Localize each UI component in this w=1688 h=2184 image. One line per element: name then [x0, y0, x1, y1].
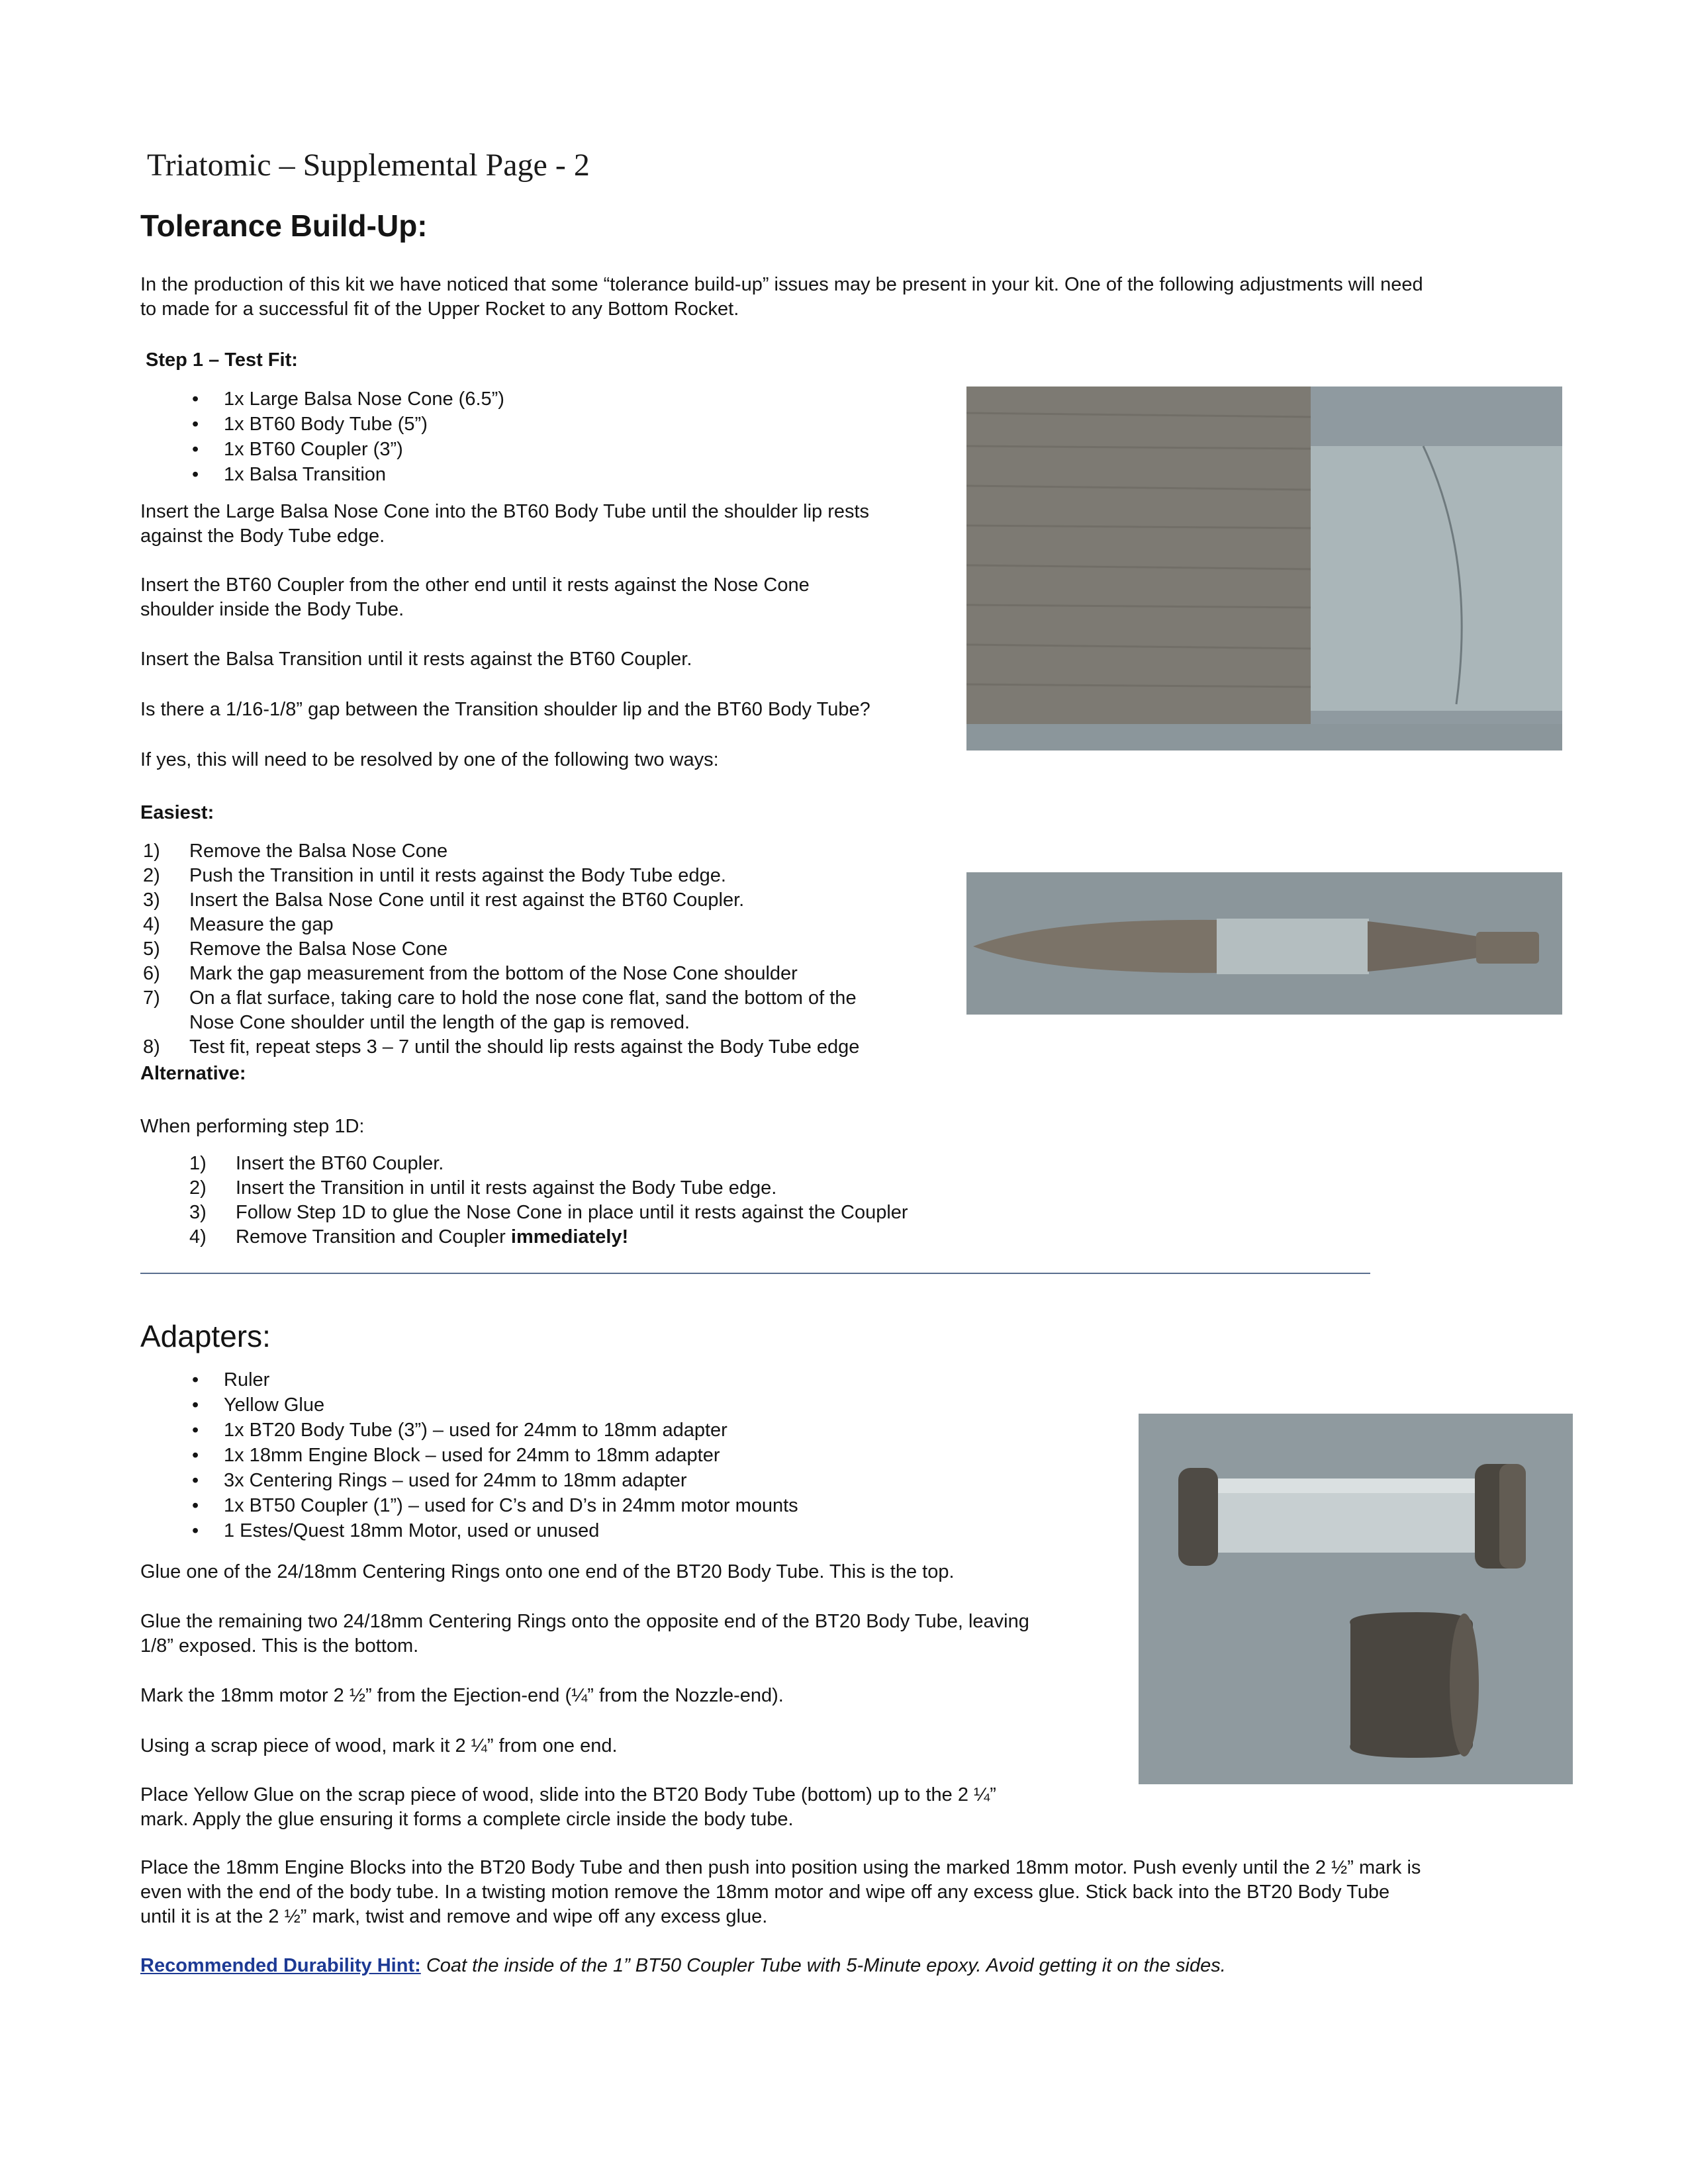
list-item — [143, 913, 859, 937]
text-line: even with the end of the body tube. In a twisting motion remove the 18mm motor and wipe off any excess glue. Stick back into the BT20 Body Tube — [140, 1882, 1390, 1903]
alternative-steps-list — [189, 1152, 908, 1250]
text-line: against the Body Tube edge. — [140, 525, 385, 547]
page-title: Triatomic – Supplemental Page - 2 — [147, 148, 590, 183]
list-item — [143, 864, 859, 888]
list-item: • 1x BT60 Body Tube (5”) — [192, 412, 504, 437]
step-text: Mark the gap measurement from the bottom of the Nose Cone shoulder — [189, 963, 798, 984]
list-item: • 1x BT20 Body Tube (3”) – used for 24mm to 18mm adapter — [192, 1418, 798, 1443]
list-item: • 1x BT50 Coupler (1”) – used for C’s and D’s in 24mm motor mounts — [192, 1493, 798, 1518]
photo-illustration — [966, 387, 1562, 751]
text-line: until it is at the 2 ½” mark, twist and remove and wipe off any excess glue. — [140, 1906, 768, 1927]
step-number: 1) — [143, 841, 160, 862]
text-line: Glue the remaining two 24/18mm Centering Rings onto the opposite end of the BT20 Body Tube, leaving — [140, 1611, 1029, 1632]
section-divider — [140, 1273, 1370, 1274]
step-text: Follow Step 1D to glue the Nose Cone in place until it rests against the Coupler — [236, 1202, 908, 1223]
list-item — [143, 1035, 859, 1060]
list-item — [143, 937, 859, 962]
nose-cone-body-tube-photo — [966, 387, 1562, 751]
hint-text: Coat the inside of the 1” BT50 Coupler Tube with 5-Minute epoxy. Avoid getting it on the sides. — [420, 1955, 1226, 1976]
text-line: mark. Apply the glue ensuring it forms a complete circle inside the body tube. — [140, 1809, 794, 1830]
tolerance-intro — [140, 273, 1423, 322]
list-item: • 1x BT60 Coupler (3”) — [192, 437, 504, 462]
test-fit-parts-list — [192, 387, 504, 487]
step-text: Remove the Balsa Nose Cone — [189, 938, 448, 960]
list-item — [143, 888, 859, 913]
step-text: Insert the Transition in until it rests against the Body Tube edge. — [236, 1177, 777, 1199]
adapter-parts-photo — [1139, 1414, 1573, 1784]
nose-cone-transition-photo — [966, 872, 1562, 1015]
photo-illustration — [1139, 1414, 1573, 1784]
list-item: • Yellow Glue — [192, 1392, 798, 1418]
alternative-title: Alternative: — [140, 1063, 246, 1084]
list-item: • Ruler — [192, 1367, 798, 1392]
step-text: Measure the gap — [189, 914, 334, 935]
adapters-step-text: Using a scrap piece of wood, mark it 2 ¼” from one end. — [140, 1735, 618, 1756]
test-fit-paragraph — [140, 748, 719, 772]
step-text: Insert the Balsa Nose Cone until it rest against the BT60 Coupler. — [189, 889, 745, 911]
text-line: Place Yellow Glue on the scrap piece of wood, slide into the BT20 Body Tube (bottom) up to the 2 ¼” — [140, 1784, 996, 1805]
text-line: shoulder inside the Body Tube. — [140, 599, 404, 620]
list-item: • 1x Large Balsa Nose Cone (6.5”) — [192, 387, 504, 412]
adapters-parts-list — [192, 1367, 798, 1543]
text-line: Insert the Large Balsa Nose Cone into the BT60 Body Tube until the shoulder lip rests — [140, 501, 870, 522]
adapters-paragraph — [140, 1610, 1029, 1659]
step-number: 5) — [143, 938, 160, 960]
test-fit-paragraph — [140, 698, 870, 722]
intro-line: In the production of this kit we have noticed that some “tolerance build-up” issues may be present in your kit. One of the following adjustments will need — [140, 274, 1423, 295]
list-item — [143, 986, 859, 1011]
list-item: • 1x 18mm Engine Block – used for 24mm to 18mm adapter — [192, 1443, 798, 1468]
adapters-paragraph — [140, 1856, 1421, 1929]
text-line: Insert the BT60 Coupler from the other end until it rests against the Nose Cone — [140, 574, 810, 596]
list-item — [143, 962, 859, 986]
easiest-title: Easiest: — [140, 802, 214, 823]
step-text: Remove Transition and Coupler — [236, 1226, 511, 1248]
text-line: If yes, this will need to be resolved by one of the following two ways: — [140, 749, 719, 770]
step-number: 6) — [143, 963, 160, 984]
text-line: Place the 18mm Engine Blocks into the BT20 Body Tube and then push into position using the marked 18mm motor. Push evenly until the 2 ½” mark is — [140, 1857, 1421, 1878]
emphasis-text: immediately! — [510, 1226, 629, 1248]
test-fit-paragraph — [140, 573, 810, 622]
step-number: 4) — [143, 914, 160, 935]
test-fit-paragraph — [140, 647, 692, 672]
durability-hint — [140, 1954, 1226, 1978]
easiest-steps-list — [143, 839, 859, 1060]
step-text: On a flat surface, taking care to hold the nose cone flat, sand the bottom of the — [189, 987, 857, 1009]
text-line: Insert the Balsa Transition until it rests against the BT60 Coupler. — [140, 649, 692, 670]
tolerance-heading: Tolerance Build-Up: — [140, 208, 428, 243]
intro-line: to made for a successful fit of the Upper Rocket to any Bottom Rocket. — [140, 298, 739, 320]
list-item: • 3x Centering Rings – used for 24mm to 18mm adapter — [192, 1468, 798, 1493]
list-item — [189, 1201, 908, 1225]
alternative-intro: When performing step 1D: — [140, 1116, 365, 1137]
adapters-step-text: Glue one of the 24/18mm Centering Rings onto one end of the BT20 Body Tube. This is the top. — [140, 1561, 955, 1582]
step-text: Nose Cone shoulder until the length of the gap is removed. — [189, 1012, 690, 1033]
step-number: 1) — [189, 1153, 207, 1174]
step-number: 2) — [143, 865, 160, 886]
step-text: Insert the BT60 Coupler. — [236, 1153, 444, 1174]
step-number: 3) — [143, 889, 160, 911]
step-text: Test fit, repeat steps 3 – 7 until the should lip rests against the Body Tube edge — [189, 1036, 860, 1058]
step-number: 2) — [189, 1177, 207, 1199]
list-item — [189, 1152, 908, 1176]
adapters-paragraph — [140, 1783, 996, 1832]
list-item — [143, 1011, 859, 1035]
list-item: • 1x Balsa Transition — [192, 462, 504, 487]
step-number: 7) — [143, 987, 160, 1009]
step-text: Push the Transition in until it rests against the Body Tube edge. — [189, 865, 726, 886]
text-line: 1/8” exposed. This is the bottom. — [140, 1635, 419, 1657]
step1-title: Step 1 – Test Fit: — [146, 349, 298, 371]
step-text: Remove the Balsa Nose Cone — [189, 841, 448, 862]
list-item — [143, 839, 859, 864]
step-number: 3) — [189, 1202, 207, 1223]
list-item — [189, 1176, 908, 1201]
adapters-heading: Adapters: — [140, 1319, 271, 1353]
step-number: 8) — [143, 1036, 160, 1058]
adapters-step-text: Mark the 18mm motor 2 ½” from the Ejection-end (¼” from the Nozzle-end). — [140, 1685, 784, 1706]
test-fit-paragraph — [140, 500, 869, 549]
hint-label: Recommended Durability Hint: — [140, 1955, 421, 1976]
list-item: • 1 Estes/Quest 18mm Motor, used or unused — [192, 1518, 798, 1543]
photo-illustration — [966, 872, 1562, 1015]
step-number: 4) — [189, 1226, 207, 1248]
text-line: Is there a 1/16-1/8” gap between the Transition shoulder lip and the BT60 Body Tube? — [140, 699, 870, 720]
list-item — [189, 1225, 908, 1250]
